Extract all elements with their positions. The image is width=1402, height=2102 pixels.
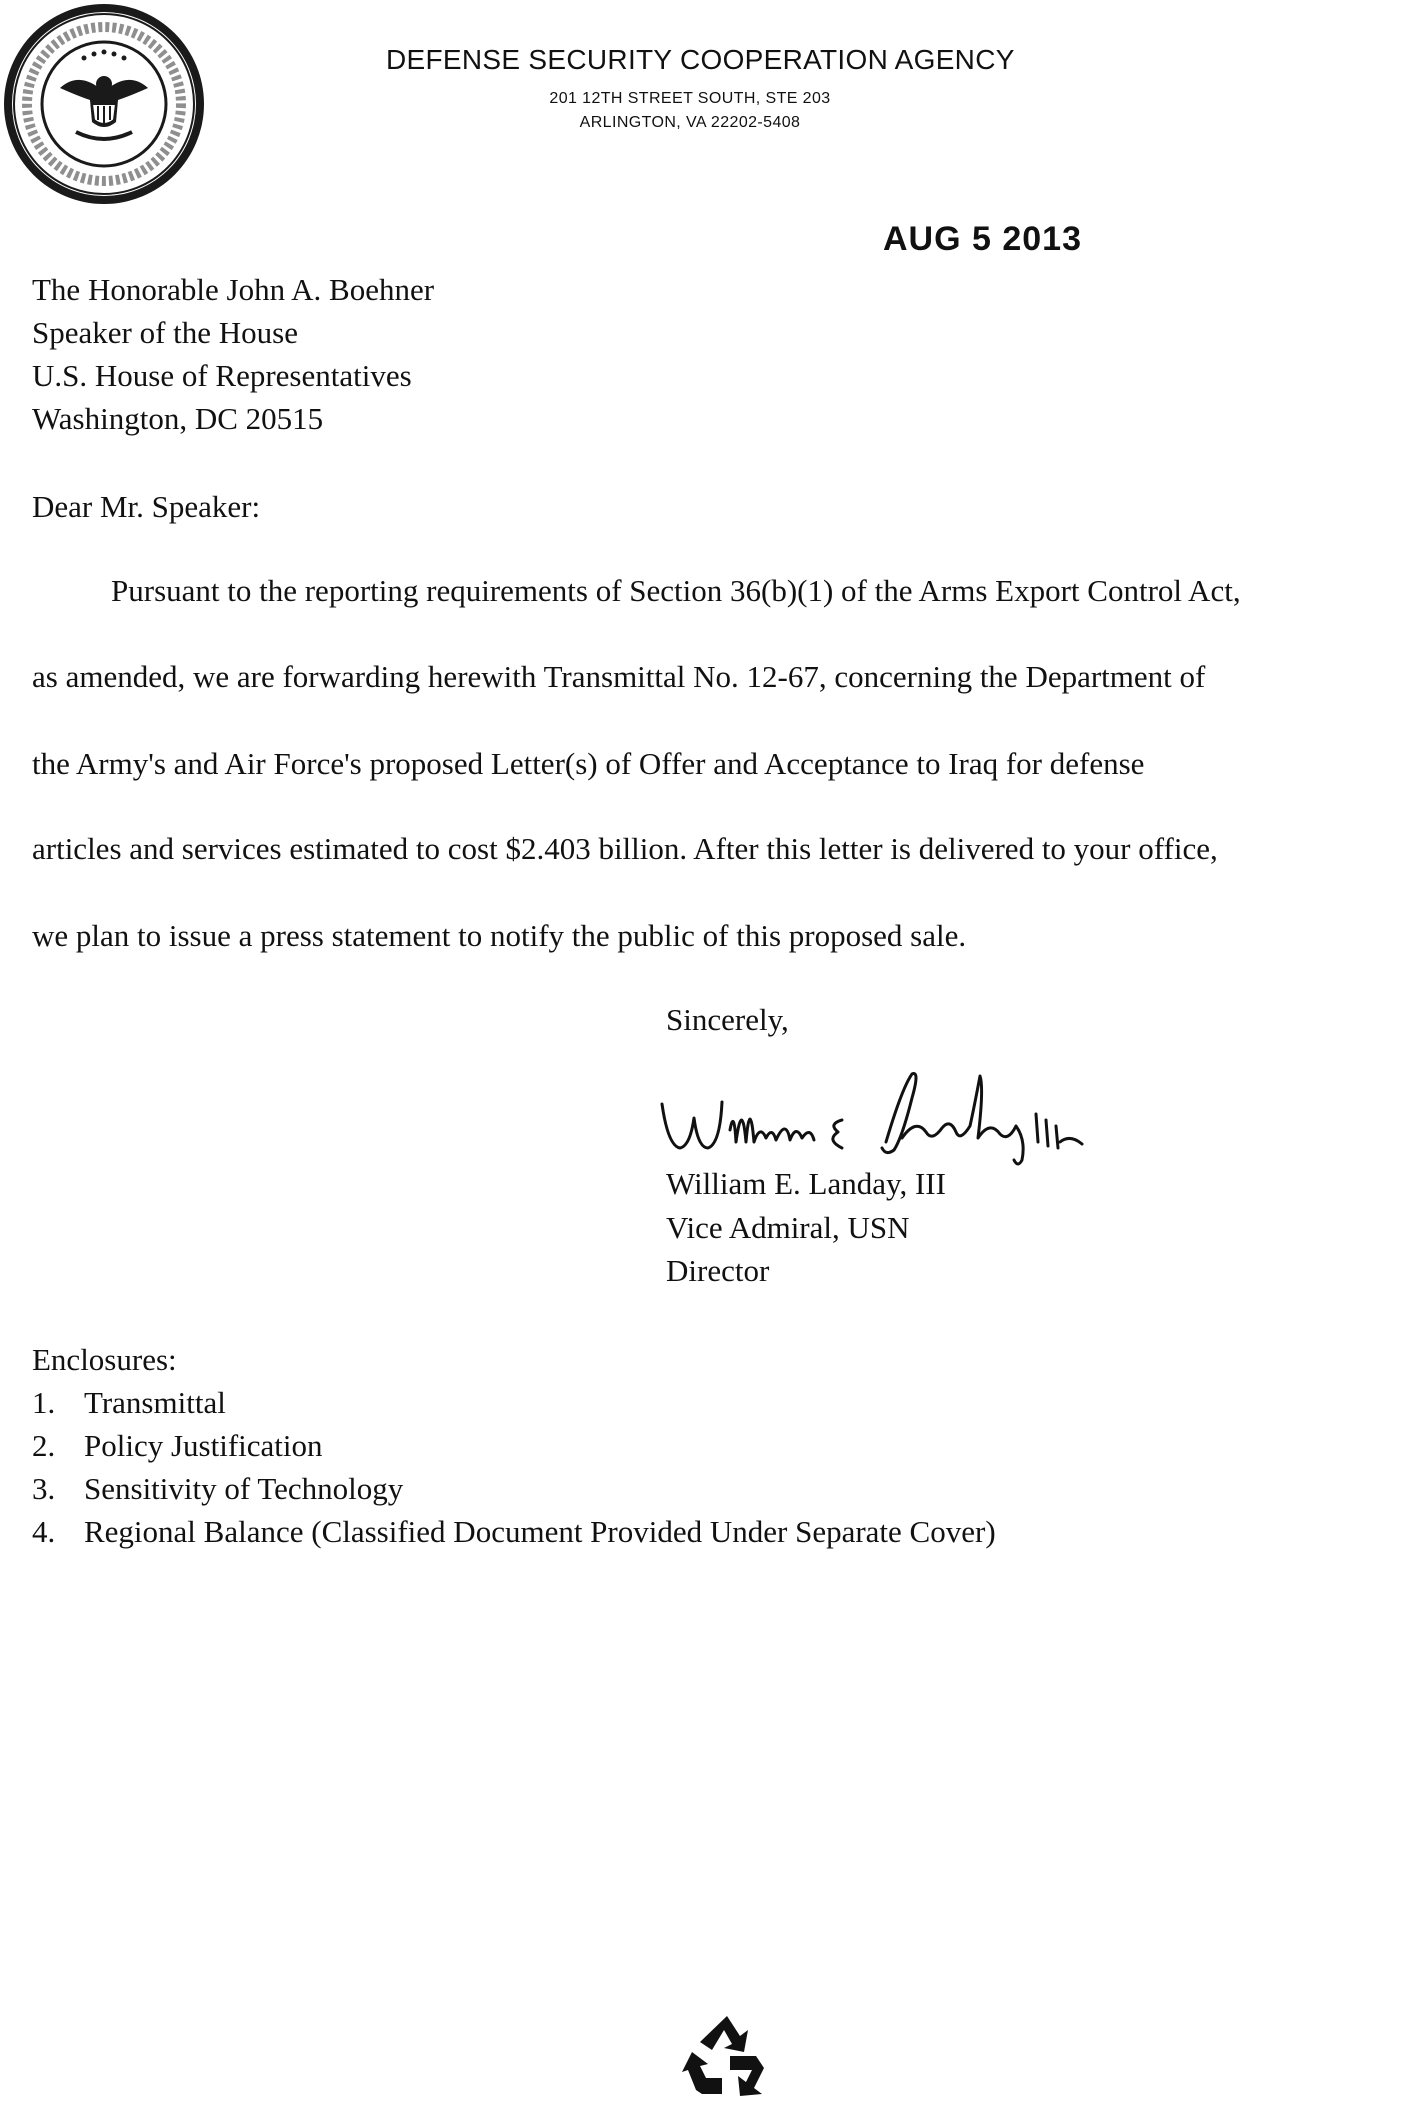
salutation: Dear Mr. Speaker: [32, 489, 261, 524]
body-line: articles and services estimated to cost $2.403 billion. After this letter is delivered to your office, [32, 831, 1218, 866]
enclosures-list [32, 1338, 996, 1553]
body-line: the Army's and Air Force's proposed Letter(s) of Offer and Acceptance to Iraq for defense [32, 746, 1145, 781]
date-stamp: AUG 5 2013 [883, 220, 1082, 258]
body-line: as amended, we are forwarding herewith Transmittal No. 12-67, concerning the Department of [32, 659, 1206, 694]
recipient-address [32, 268, 434, 440]
signatory-name: William E. Landay, III [666, 1166, 946, 1201]
signatory-rank: Vice Admiral, USN [666, 1210, 910, 1245]
department-of-defense-seal-icon [0, 0, 208, 208]
signatory-title: Director [666, 1253, 770, 1288]
enclosure-item [32, 1381, 996, 1424]
recipient-line: The Honorable John A. Boehner [32, 272, 435, 307]
enclosure-number: 4. [32, 1514, 56, 1549]
enclosure-number: 1. [32, 1385, 56, 1420]
recipient-line: U.S. House of Representatives [32, 358, 412, 393]
closing-sincerely: Sincerely, [666, 1002, 789, 1037]
enclosure-number: 2. [32, 1428, 56, 1463]
enclosure-item [32, 1510, 996, 1553]
enclosure-text: Policy Justification [84, 1428, 323, 1463]
recycle-icon [682, 2012, 772, 2100]
enclosures-heading: Enclosures: [32, 1342, 177, 1377]
body-line: Pursuant to the reporting requirements of Section 36(b)(1) of the Arms Export Control Act, [111, 573, 1241, 608]
recipient-line: Speaker of the House [32, 315, 298, 350]
enclosure-item [32, 1467, 996, 1510]
enclosure-text: Regional Balance (Classified Document Provided Under Separate Cover) [84, 1514, 996, 1549]
agency-name: DEFENSE SECURITY COOPERATION AGENCY [386, 44, 1015, 75]
enclosure-text: Transmittal [84, 1385, 226, 1420]
enclosure-text: Sensitivity of Technology [84, 1471, 404, 1506]
recipient-line: Washington, DC 20515 [32, 401, 324, 436]
agency-address-street: 201 12TH STREET SOUTH, STE 203 [549, 90, 831, 107]
enclosure-number: 3. [32, 1471, 56, 1506]
signature [650, 1068, 1150, 1168]
enclosure-item [32, 1424, 996, 1467]
body-line: we plan to issue a press statement to notify the public of this proposed sale. [32, 918, 967, 953]
agency-address-city: ARLINGTON, VA 22202-5408 [579, 114, 801, 131]
